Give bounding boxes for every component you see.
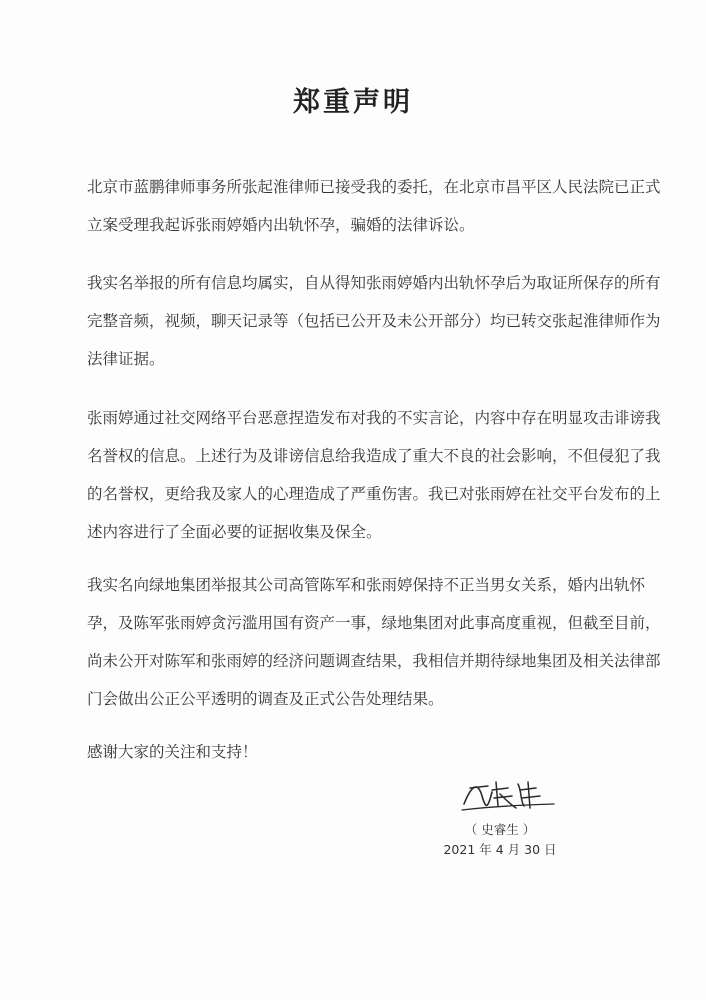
- paragraph-line: 我实名举报的所有信息均属实，自从得知张雨婷婚内出轨怀孕后为取证所保存的所有: [87, 274, 661, 292]
- paragraph-line: 北京市蓝鹏律师事务所张起淮律师已接受我的委托，在北京市昌平区人民法院已正式: [87, 178, 661, 196]
- paragraph-line: 立案受理我起诉张雨婷婚内出轨怀孕，骗婚的法律诉讼。: [87, 216, 475, 234]
- paragraph-line: 法律证据。: [87, 350, 165, 368]
- paragraph-line: 的名誉权，更给我及家人的心理造成了严重伤害。我已对张雨婷在社交平台发布的上: [87, 485, 661, 503]
- signer-name: （ 史睿生 ）: [464, 822, 536, 837]
- paragraph-line: 我实名向绿地集团举报其公司高管陈军和张雨婷保持不正当男女关系，婚内出轨怀: [87, 576, 646, 594]
- signature-block: [420, 774, 580, 864]
- paragraph-line: 张雨婷通过社交网络平台恶意捏造发布对我的不实言论，内容中存在明显攻击诽谤我: [87, 409, 661, 427]
- paragraph-line: 完整音频，视频，聊天记录等（包括已公开及未公开部分）均已转交张起淮律师作为: [87, 312, 661, 330]
- paragraph-line: 述内容进行了全面必要的证据收集及保全。: [87, 523, 382, 541]
- paragraph-line: 感谢大家的关注和支持！: [87, 743, 258, 761]
- paragraph-defamation: [87, 399, 661, 551]
- paragraph-line: 名誉权的信息。上述行为及诽谤信息给我造成了重大不良的社会影响，不但侵犯了我: [87, 447, 661, 465]
- paragraph-line: 孕，及陈军张雨婷贪污滥用国有资产一事，绿地集团对此事高度重视，但截至目前，: [87, 614, 661, 632]
- handwritten-signature: [458, 774, 558, 814]
- paragraph-thanks: [87, 733, 632, 771]
- signature-date: 2021 年 4 月 30 日: [443, 842, 557, 857]
- paragraph-evidence: [87, 264, 661, 378]
- paragraph-line: 尚未公开对陈军和张雨婷的经济问题调查结果，我相信并期待绿地集团及相关法律部: [87, 652, 661, 670]
- paragraph-lawsuit: [87, 168, 661, 244]
- paragraph-report: [87, 566, 661, 718]
- document-title: 郑重声明: [293, 87, 413, 118]
- paragraph-line: 门会做出公正公平透明的调查及正式公告处理结果。: [87, 690, 444, 708]
